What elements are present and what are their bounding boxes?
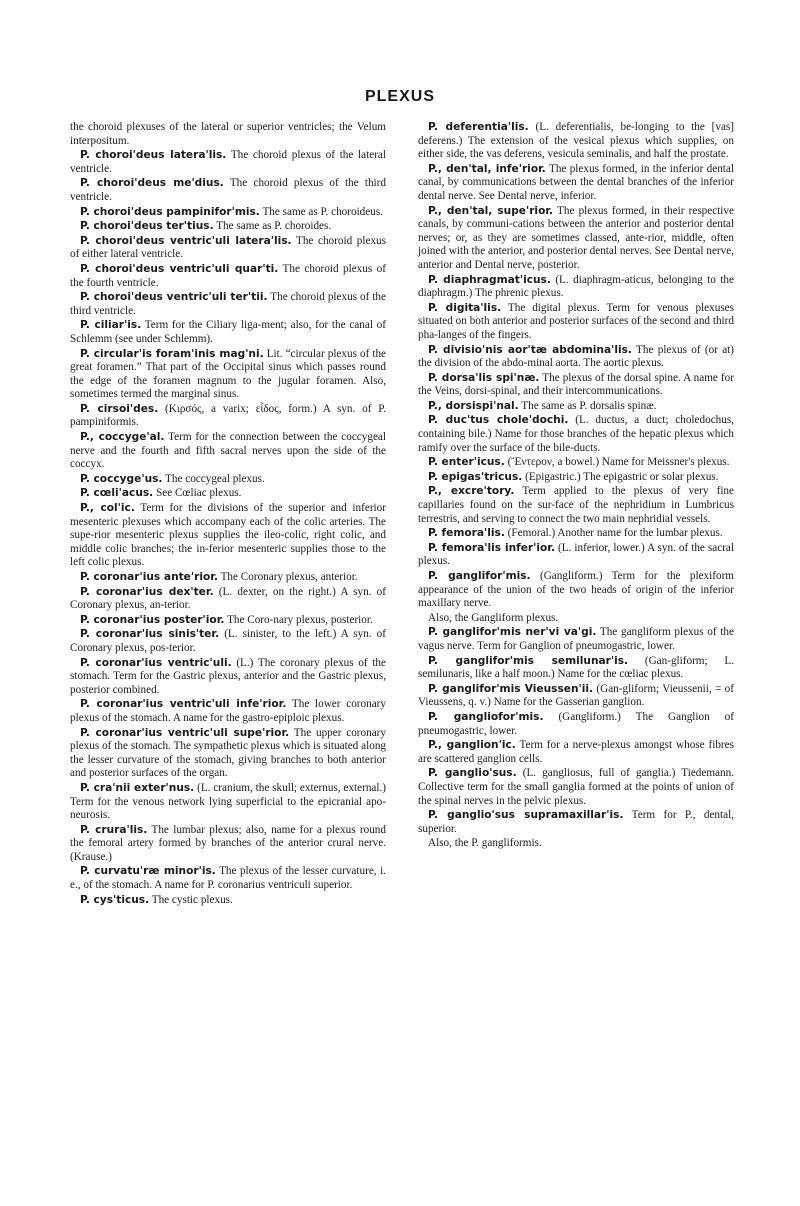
entry-definition: The choroid plexus of either lateral ventricle.	[70, 234, 386, 261]
entry-definition: The Coro-nary plexus, posterior.	[227, 613, 373, 626]
entry-definition: (Gangliform.) Term for the plexiform appearance of the union of the two heads of origin of the inferior maxillary nerve.	[418, 570, 735, 610]
entry-headword: P. ganglio'sus supramaxillar'is.	[428, 809, 624, 822]
entry-headword: P. ganglifor'mis ner'vi va'gi.	[428, 626, 597, 639]
entry-headword: P. cra'nii exter'nus.	[80, 781, 195, 794]
entry-definition: Term for P., dental, superior.	[418, 809, 735, 835]
entry-definition: The choroid plexus of the third ventricle.	[70, 177, 386, 203]
entry-headword: P. choroi'deus pampinifor'mis.	[80, 205, 260, 218]
dictionary-entry	[418, 302, 734, 343]
entry-headword: P. curvatu'ræ minor'is.	[80, 865, 216, 878]
entry-definition: Term for the Ciliary liga-ment; also, for the canal of Schlemm (see under Schlemm).	[70, 319, 386, 345]
entry-headword: P., den'tal, infe'rior.	[428, 162, 546, 175]
entry-headword: P. coccyge'us.	[80, 472, 163, 485]
dictionary-entry	[418, 163, 734, 204]
dictionary-entry	[418, 767, 734, 808]
entry-definition: (Κιρσός, a varix; εἶδος, form.) A syn. of P. pampiniformis.	[70, 402, 386, 429]
entry-headword: P., coccyge'al.	[80, 431, 165, 444]
entry-definition: (L.) The coronary plexus of the stomach. Term for the Gastric plexus, anterior and the Gastric plexus, posterior combined.	[70, 656, 386, 696]
entry-definition: (L. cranium, the skull; externus, external.) Term for the venous network lying superficial to the epicranial apo-neurosis.	[70, 781, 387, 822]
entry-headword: P. gangliofor'mis.	[428, 710, 544, 723]
entry-headword: P. coronar'ius sinis'ter.	[80, 628, 220, 641]
entry-definition: The plexus formed, in their respective canals, by communi-cations between the anterior and posterior dental nerves; or, as they are sometimes classed, ante-rior, middle, often joined with the anterior, and posterior dental nerves. See Dental nerve, anterior and Dental nerve, posterior.	[418, 204, 734, 271]
entry-definition: (L. inferior, lower.) A syn. of the sacral plexus.	[418, 541, 734, 568]
dictionary-entry	[70, 235, 386, 262]
dictionary-entry	[418, 205, 734, 273]
entry-headword: P., excre'tory.	[428, 485, 515, 498]
entry-definition: Lit. “circular plexus of the great foramen.” That part of the Occipital sinus which passes round the edge of the foramen magnum to the jugular foramen. Also, sometimes termed the marginal sinus.	[70, 347, 387, 401]
dictionary-entry	[70, 263, 386, 290]
entry-definition: (L. gangliosus, full of ganglia.) Tiedemann. Collective term for the small ganglia formed at the points of union of the spinal nerves in the pelvic plexus.	[418, 767, 734, 807]
entry-headword: P. choroi'deus ventric'uli latera'lis.	[80, 234, 292, 247]
entry-definition: The plexus formed, in the inferior dental canal, by communications between the dental branches of the inferior dental nerve. See Dental nerve, inferior.	[418, 162, 734, 202]
entry-definition: The choroid plexus of the third ventricle.	[70, 291, 386, 317]
dictionary-entry	[418, 274, 734, 301]
entry-headword: P. coronar'ius poster'ior.	[80, 613, 225, 626]
entry-definition: (L. sinister, to the left.) A syn. of Coronary plexus, pos-terior.	[70, 628, 387, 654]
dictionary-entry	[70, 865, 386, 892]
entry-definition: The Coronary plexus, anterior.	[220, 571, 358, 583]
dictionary-entry	[418, 414, 734, 455]
entry-headword: P. circular'is foram'inis mag'ni.	[80, 347, 264, 360]
entry-headword: P. deferentia'lis.	[428, 121, 529, 133]
entry-definition: The same as P. dorsalis spinæ.	[521, 399, 657, 412]
dictionary-entry	[418, 711, 734, 738]
entry-definition: The lower coronary plexus of the stomach. A name for the gastro-epiploic plexus.	[70, 698, 386, 724]
dictionary-entry	[70, 586, 386, 613]
entry-headword: P., den'tal, supe'rior.	[428, 204, 554, 217]
entry-definition: The digital plexus. Term for venous plexuses situated on both anterior and posterior surfaces of the second and third pha-langes of the fingers.	[418, 301, 734, 341]
page-header: PLEXUS	[364, 88, 435, 105]
dictionary-entry	[70, 824, 386, 865]
entry-headword: P. coronar'ius ventric'uli infe'rior.	[80, 698, 287, 711]
entry-definition: The choroid plexus of the fourth ventricle.	[70, 262, 386, 289]
entry-definition: (Ἔντερον, a bowel.) Name for Meissner's plexus.	[507, 456, 730, 469]
entry-definition: The gangliform plexus of the vagus nerve. Term for Ganglion of pneumogastric, lower.	[418, 626, 734, 652]
dictionary-entry	[70, 121, 386, 148]
dictionary-entry	[418, 542, 734, 569]
dictionary-entry	[418, 626, 734, 653]
dictionary-entry	[418, 400, 734, 414]
dictionary-entry	[418, 121, 734, 162]
dictionary-entry	[70, 628, 386, 655]
dictionary-entry	[418, 456, 734, 470]
entry-headword: P., dorsispi'nal.	[428, 399, 519, 412]
entry-definition: Term for the connection between the coccygeal nerve and the fourth and fifth sacral nerves upon the side of the coccyx.	[70, 431, 386, 471]
entry-definition: The plexus of the lesser curvature, i. e., of the stomach. A name for P. coronarius ventriculi superior.	[70, 865, 386, 892]
entry-definition: Term applied to the plexus of very fine capillaries found on the sur-face of the nephridium in Lumbricus terrestris, and serving to connect the two main nephridial vessels.	[418, 485, 734, 525]
dictionary-entry	[418, 739, 734, 766]
entry-headword: P. coronar'ius ventric'uli.	[80, 656, 232, 669]
entry-headword: P. dorsa'lis spi'næ.	[428, 371, 540, 384]
dictionary-entry	[418, 344, 734, 371]
dictionary-entry	[70, 727, 386, 781]
entry-definition: The lumbar plexus; also, name for a plexus round the femoral artery formed by branches of the anterior crural nerve. (Krause.)	[70, 823, 386, 863]
entry-headword: P., col'ic.	[80, 502, 135, 515]
dictionary-entry	[70, 487, 386, 501]
entry-definition: (L. dexter, on the right.) A syn. of Coronary plexus, an-terior.	[70, 585, 386, 612]
dictionary-entry	[418, 612, 734, 626]
dictionary-entry	[70, 348, 386, 402]
entry-headword: P. diaphragmat'icus.	[428, 273, 551, 286]
entry-definition: (L. ductus, a duct; choledochus, containing bile.) Name for those branches of the hepatic plexus which ramify over the surface of the bile-ducts.	[418, 414, 734, 454]
dictionary-entry	[418, 683, 734, 710]
dictionary-entry	[418, 372, 734, 399]
entry-definition: (Femoral.) Another name for the lumbar plexus.	[507, 527, 723, 540]
entry-definition: (Gan-gliform; Vieussenii, = of Vieussens, q. v.) Name for the Gasserian ganglion.	[418, 682, 734, 709]
right-column	[418, 121, 734, 852]
entry-headword: P. duc'tus chole'dochi.	[428, 414, 569, 427]
entry-definition: The cystic plexus.	[151, 893, 233, 906]
dictionary-entry	[418, 471, 734, 485]
entry-headword: P. enter'icus.	[428, 456, 505, 469]
dictionary-entry	[70, 782, 386, 823]
dictionary-entry	[70, 206, 386, 220]
dictionary-entry	[418, 485, 734, 526]
entry-definition: The upper coronary plexus of the stomach. The sympathetic plexus which is situated along the lesser curvature of the stomach, giving branches to both anterior and posterior surfaces of the organ.	[70, 726, 386, 780]
dictionary-entry	[418, 809, 734, 836]
entry-definition: The plexus of (or at) the division of the abdo-minal aorta. The aortic plexus.	[418, 343, 734, 370]
entry-headword: P. coronar'ius ante'rior.	[80, 571, 218, 583]
entry-headword: P. epigas'tricus.	[428, 470, 523, 483]
dictionary-entry	[70, 431, 386, 472]
dictionary-entry	[70, 319, 386, 346]
entry-definition: The same as P. choroides.	[216, 220, 332, 233]
dictionary-entry	[70, 698, 386, 725]
entry-headword: P. ciliar'is.	[80, 319, 142, 332]
dictionary-entry	[70, 291, 386, 318]
entry-headword: P. ganglifor'mis Vieussen'ii.	[428, 682, 594, 695]
entry-definition: (L. deferentialis, be-longing to the [vas] deferens.) The extension of the vesical plexus which supplies, on either side, the vas deferens, vesicula seminalis, and half the prostate.	[418, 121, 734, 161]
dictionary-entry	[418, 527, 734, 541]
dictionary-entry	[70, 571, 386, 585]
entry-headword: P. divisio'nis aor'tæ abdomina'lis.	[428, 343, 632, 356]
entry-definition: Term for a nerve-plexus amongst whose fibres are scattered ganglion cells.	[418, 739, 734, 765]
entry-headword: P. choroi'deus ventric'uli ter'tii.	[80, 291, 268, 304]
entry-definition: Also, the P. gangliformis.	[428, 837, 542, 850]
dictionary-entry	[418, 655, 734, 682]
entry-definition: (Epigastric.) The epigastric or solar plexus.	[525, 470, 719, 483]
dictionary-entry	[418, 837, 734, 851]
dictionary-entry	[70, 149, 386, 176]
entry-definition: (L. diaphragm-aticus, belonging to the diaphragm.) The phrenic plexus.	[418, 273, 734, 300]
entry-definition: The plexus of the dorsal spine. A name for the Veins, dorsi-spinal, and their intercommunications.	[418, 371, 734, 398]
entry-headword: P. cirsoi'des.	[80, 402, 159, 415]
entry-headword: P. crura'lis.	[80, 823, 148, 836]
entry-headword: P. digita'lis.	[428, 301, 502, 314]
entry-definition: (Gangliform.) The Ganglion of pneumogastric, lower.	[418, 710, 734, 737]
entry-headword: P. ganglifor'mis semilunar'is.	[428, 654, 629, 667]
dictionary-entry	[70, 403, 386, 430]
left-column	[70, 121, 386, 908]
dictionary-entry	[70, 473, 386, 487]
entry-definition: Term for the divisions of the superior and inferior mesenteric plexuses which accompany each of the colic arteries. The supe-rior mesenteric plexus supplies the ileo-colic, right colic, and middle colic branches; the in-ferior mesenteric supplies those to the left colic plexus.	[70, 502, 386, 569]
entry-definition: The choroid plexus of the lateral ventricle.	[70, 149, 386, 175]
entry-headword: P. coronar'ius ventric'uli supe'rior.	[80, 726, 290, 739]
entry-headword: P. choroi'deus latera'lis.	[80, 149, 227, 162]
entry-definition: See Cœliac plexus.	[156, 487, 242, 500]
entry-headword: P. choroi'deus me'dius.	[80, 177, 224, 190]
entry-headword: P. femora'lis.	[428, 527, 505, 540]
entry-headword: P. cys'ticus.	[80, 893, 150, 906]
entry-definition: Also, the Gangliform plexus.	[428, 611, 559, 624]
dictionary-entry	[70, 220, 386, 234]
dictionary-entry	[70, 502, 386, 570]
entry-headword: P., ganglion'ic.	[428, 739, 516, 752]
dictionary-entry	[418, 570, 734, 611]
entry-definition: The coccygeal plexus.	[165, 472, 265, 485]
entry-headword: P. femora'lis infer'ior.	[428, 541, 556, 554]
entry-definition: The same as P. choroideus.	[262, 205, 383, 218]
dictionary-entry	[70, 657, 386, 698]
entry-definition: the choroid plexuses of the lateral or superior ventricles; the Velum interpositum.	[70, 121, 386, 147]
entry-headword: P. ganglio'sus.	[428, 767, 517, 780]
entry-definition: (Gan-gliform; L. semilunaris, like a half moon.) Name for the cœliac plexus.	[418, 654, 735, 681]
entry-headword: P. choroi'deus ter'tius.	[80, 220, 214, 233]
entry-headword: P. cœli'acus.	[80, 487, 154, 500]
dictionary-entry	[70, 177, 386, 204]
entry-headword: P. ganglifor'mis.	[428, 570, 531, 582]
dictionary-entry	[70, 894, 386, 908]
dictionary-entry	[70, 614, 386, 628]
entry-headword: P. choroi'deus ventric'uli quar'ti.	[80, 262, 279, 275]
entry-headword: P. coronar'ius dex'ter.	[80, 585, 214, 598]
